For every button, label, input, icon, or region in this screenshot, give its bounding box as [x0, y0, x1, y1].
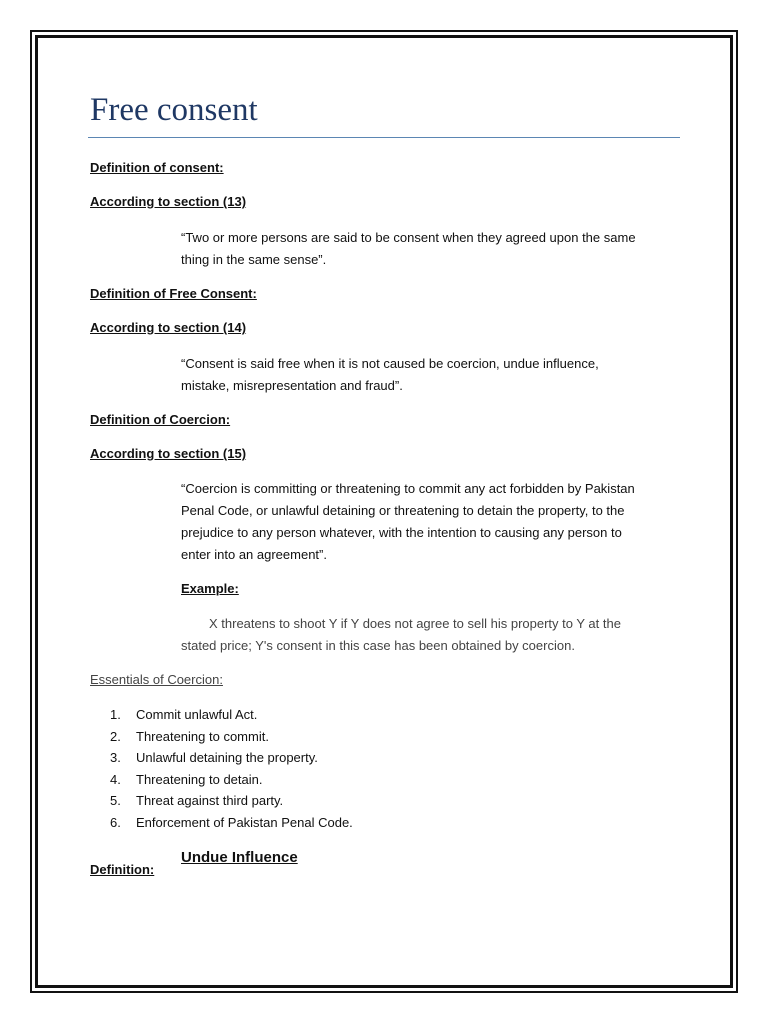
heading-section-14: According to section (14) [90, 320, 247, 335]
list-item [110, 704, 353, 726]
list-item-text: Commit unlawful Act. [136, 707, 258, 722]
list-item-number: 6. [110, 814, 121, 830]
list-item-number: 3. [110, 750, 121, 766]
quote-line: “Two or more persons are said to be consent when they agreed upon the same [181, 230, 636, 245]
list-item-number: 4. [110, 771, 121, 787]
list-item-number: 2. [110, 728, 121, 744]
quote-section-14 [181, 353, 681, 397]
quote-section-15 [181, 478, 681, 566]
quote-line: prejudice to any person whatever, with the intention to causing any person to [181, 525, 622, 540]
list-item-text: Unlawful detaining the property. [136, 750, 318, 766]
quote-line: “Coercion is committing or threatening to commit any act forbidden by Pakistan [181, 481, 635, 496]
list-item-text: Threatening to commit. [136, 728, 269, 744]
quote-line: mistake, misrepresentation and fraud”. [181, 378, 403, 393]
page-title: Free consent [90, 92, 258, 128]
heading-example: Example: [181, 581, 239, 596]
list-item-text: Threat against third party. [136, 793, 284, 809]
essentials-list [110, 704, 353, 834]
heading-essentials-of-coercion: Essentials of Coercion: [90, 672, 223, 687]
list-item [110, 747, 353, 769]
list-item [110, 812, 353, 834]
list-item-text: Threatening to detain. [136, 771, 263, 787]
heading-definition-of-free-consent: Definition of Free Consent: [90, 286, 257, 301]
list-item [110, 726, 353, 748]
list-item-number: 1. [110, 707, 121, 722]
quote-line: “Consent is said free when it is not caused be coercion, undue influence, [181, 356, 599, 371]
example-line: stated price; Y's consent in this case has been obtained by coercion. [181, 638, 575, 653]
heading-definition: Definition: [90, 862, 155, 877]
heading-definition-of-consent: Definition of consent: [90, 160, 224, 175]
heading-undue-influence: Undue Influence [181, 849, 298, 866]
list-item [110, 769, 353, 791]
heading-section-13: According to section (13) [90, 194, 247, 209]
list-item-number: 5. [110, 793, 121, 809]
quote-line: enter into an agreement”. [181, 547, 327, 562]
quote-line: thing in the same sense”. [181, 252, 327, 267]
quote-line: Penal Code, or unlawful detaining or threatening to detain the property, to the [181, 503, 625, 518]
quote-section-13 [181, 227, 681, 271]
example-line: X threatens to shoot Y if Y does not agree to sell his property to Y at the [209, 616, 621, 631]
heading-definition-of-coercion: Definition of Coercion: [90, 412, 231, 427]
example-text [181, 613, 681, 657]
list-item-text: Enforcement of Pakistan Penal Code. [136, 814, 353, 830]
heading-section-15: According to section (15) [90, 446, 247, 461]
title-underline-rule [88, 137, 680, 138]
list-item [110, 790, 353, 812]
